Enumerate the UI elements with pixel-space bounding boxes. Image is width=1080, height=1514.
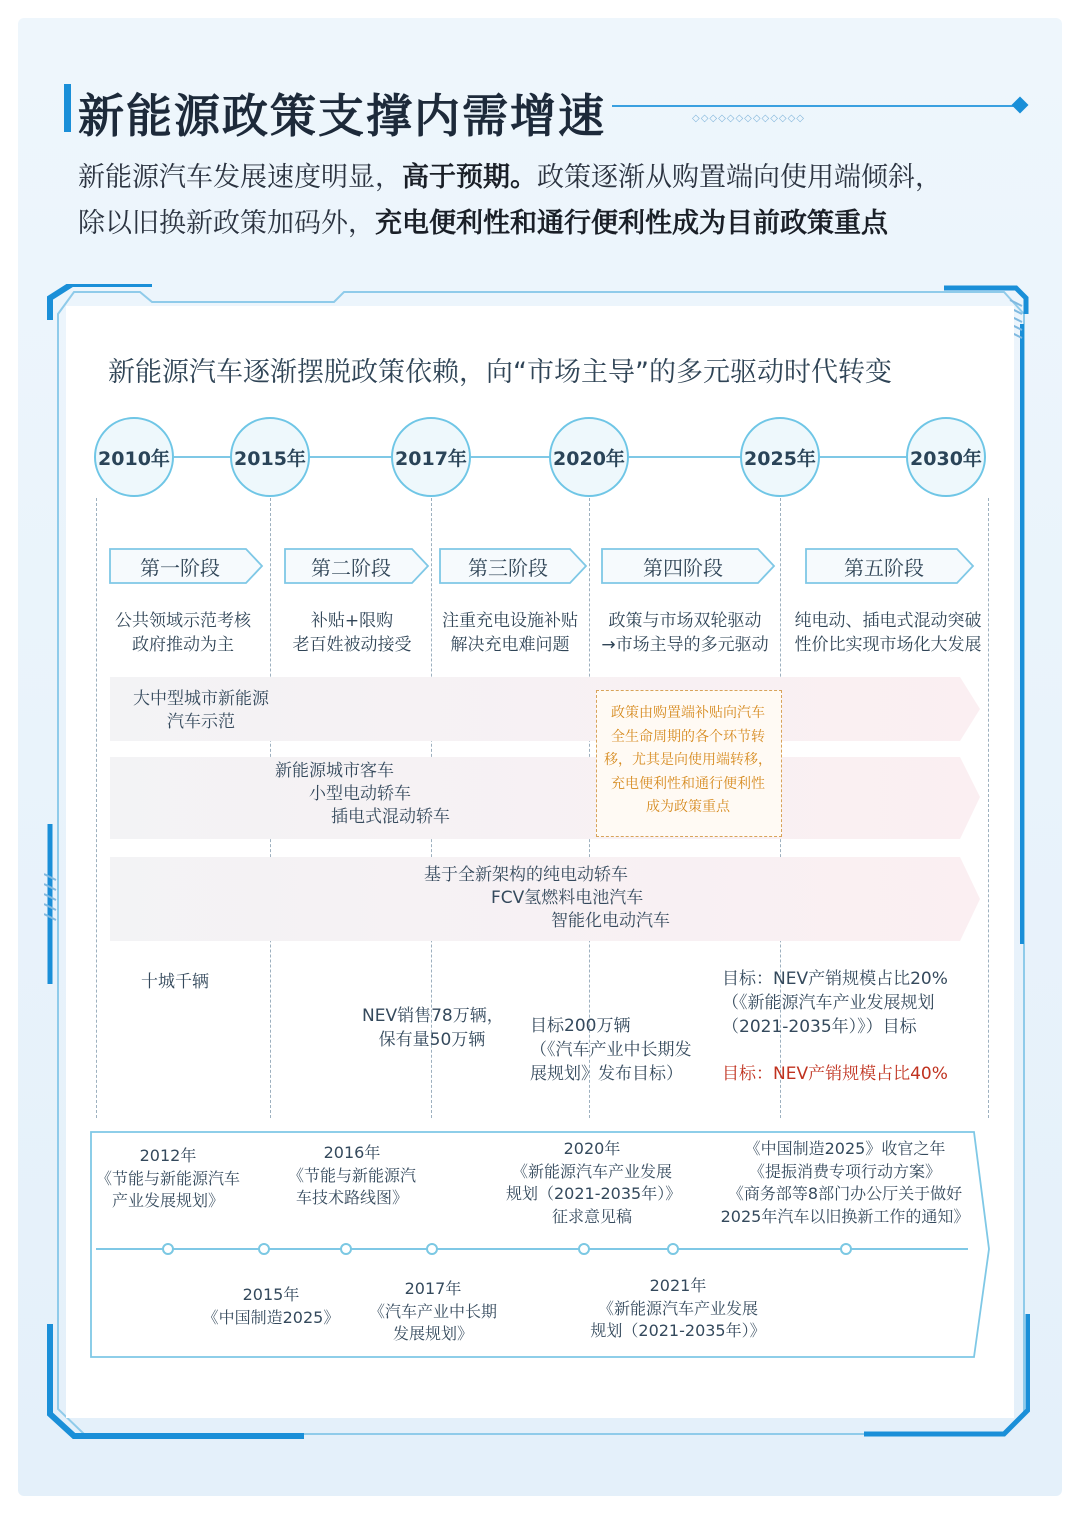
timeline-dot-2012 [162,1243,174,1255]
timeline-dot-2016 [340,1243,352,1255]
year-circle-2030: 2030年 [906,417,986,497]
band-2-text-3: 插电式混动轿车 [331,807,450,827]
policy-2025: 《中国制造2025》收官之年 《提振消费专项行动方案》 《商务部等8部门办公厅关于做好 2025年汽车以旧换新工作的通知》 [720,1139,970,1226]
year-circle-2015: 2015年 [230,417,310,497]
stage-label-5: 第五阶段 [844,555,924,580]
year-circle-2010: 2010年 [94,417,174,497]
stage-desc-5: 纯电动、插电式混动突破 性价比实现市场化大发展 [794,611,982,655]
timeline-dot-2021 [667,1243,679,1255]
stage-desc-4: 政策与市场双轮驱动 →市场主导的多元驱动 [601,611,769,655]
page-title: 新能源政策支撑内需增速 [78,89,606,143]
band-2-text-2: 小型电动轿车 [309,784,411,804]
year-circle-2017: 2017年 [391,417,471,497]
stage-label-1: 第一阶段 [140,555,220,580]
intro-line-1: 新能源汽车发展速度明显，高于预期。政策逐渐从购置端向使用端倾斜， [78,162,942,193]
band-2-text-1: 新能源城市客车 [275,761,394,781]
timeline-dot-2020 [578,1243,590,1255]
timeline-dot-2017 [426,1243,438,1255]
band-3-text-3: 智能化电动汽车 [551,911,670,931]
policy-2017: 2017年 《汽车产业中长期 发展规划》 [368,1279,497,1343]
stage-label-4: 第四阶段 [643,555,723,580]
stage-desc-3: 注重充电设施补贴 解决充电难问题 [442,611,578,655]
band-3-text-1: 基于全新架构的纯电动轿车 [424,865,628,885]
year-circle-2025: 2025年 [740,417,820,497]
diagram-title: 新能源汽车逐渐摆脱政策依赖，向“市场主导”的多元驱动时代转变 [108,357,892,388]
band-2 [110,757,980,839]
policy-shift-note: 政策由购置端补贴向汽车 全生命周期的各个环节转 移，尤其是向使用端转移， 充电便利性和通行便利性 成为政策重点 [604,705,772,815]
policy-2015: 2015年 《中国制造2025》 [202,1285,340,1327]
timeline-dot-2015 [258,1243,270,1255]
milestone-2020: 目标200万辆 （《汽车产业中长期发 展规划》发布目标） [530,1016,692,1084]
title-decor-dots: ◇◇◇◇◇◇◇◇◇◇◇◇◇ [692,113,805,124]
band-3-text-2: FCV氢燃料电池汽车 [491,888,644,908]
policy-2012: 2012年 《节能与新能源汽车 产业发展规划》 [95,1146,240,1210]
stage-desc-1: 公共领域示范考核 政府推动为主 [115,611,251,655]
stage-label-2: 第二阶段 [311,555,391,580]
policy-2021: 2021年 《新能源汽车产业发展 规划（2021-2035年）》 [590,1276,766,1340]
policy-2020: 2020年 《新能源汽车产业发展 规划（2021-2035年）》 征求意见稿 [506,1139,682,1226]
milestone-2017: NEV销售78万辆， 保有量50万辆 [362,1006,504,1050]
year-circle-2020: 2020年 [549,417,629,497]
milestone-2025: 目标：NEV产销规模占比20% （《新能源汽车产业发展规划 （2021-2035年）》）目标 [722,969,948,1037]
timeline-dot-2025 [840,1243,852,1255]
stage-label-3: 第三阶段 [468,555,548,580]
milestone-2010: 十城千辆 [141,972,209,992]
band-1-text: 大中型城市新能源 汽车示范 [133,689,269,732]
milestone-2030-target: 目标：NEV产销规模占比40% [722,1064,948,1084]
policy-2016: 2016年 《节能与新能源汽 车技术路线图》 [287,1143,416,1207]
intro-line-2: 除以旧换新政策加码外，充电便利性和通行便利性成为目前政策重点 [78,208,888,239]
stage-desc-2: 补贴+限购 老百姓被动接受 [292,611,412,655]
